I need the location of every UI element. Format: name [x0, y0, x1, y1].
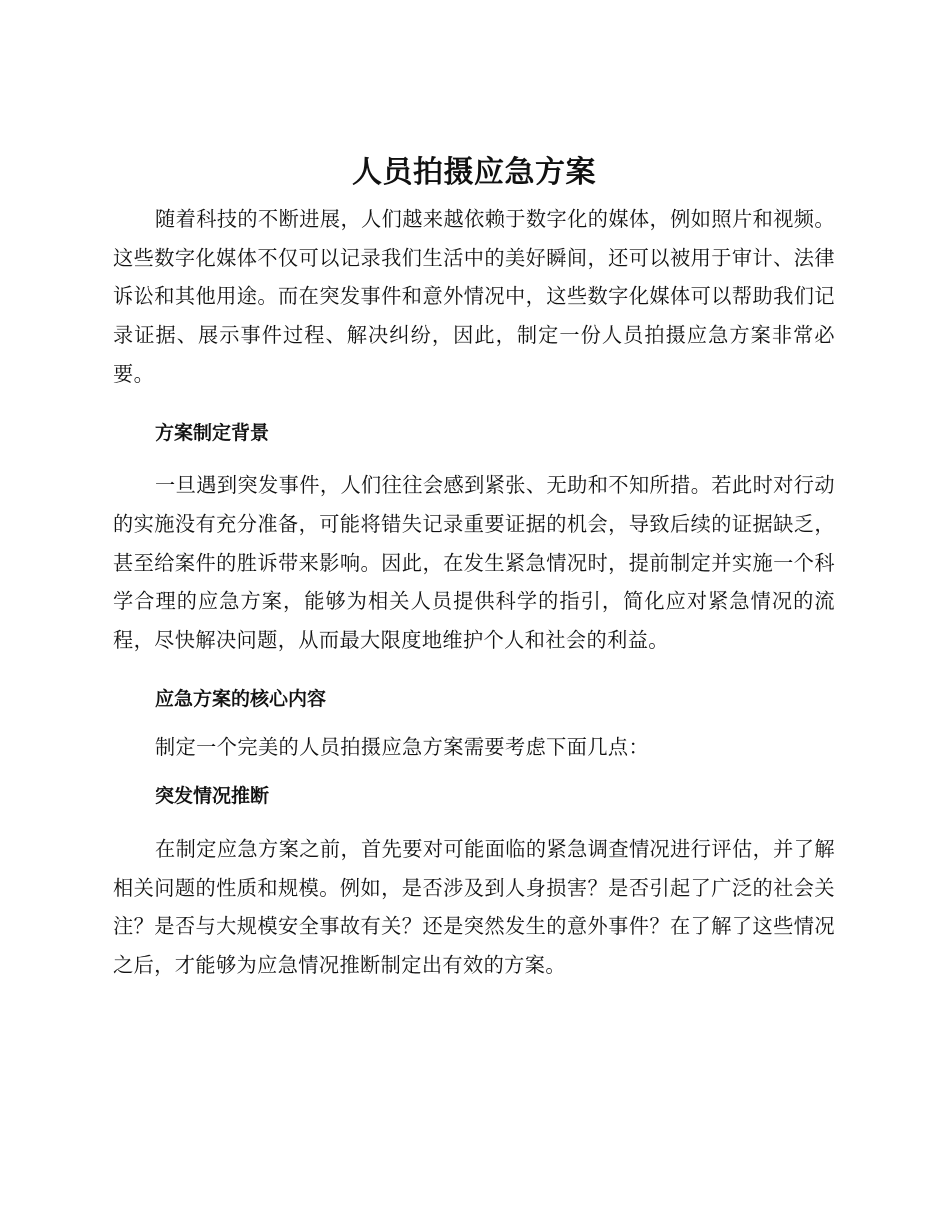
document-body — [113, 148, 835, 985]
spacer — [113, 452, 835, 466]
intro-paragraph: 随着科技的不断进展，人们越来越依赖于数字化的媒体，例如照片和视频。这些数字化媒体不仅可以记录我们生活中的美好瞬间，还可以被用于审计、法律诉讼和其他用途。而在突发事件和意外情况中，这些数字化媒体可以帮助我们记录证据、展示事件过程、解决纠纷，因此，制定一份人员拍摄应急方案非常必要。 — [113, 207, 835, 386]
section-heading-situation-assessment: 突发情况推断 — [155, 785, 270, 808]
spacer — [113, 718, 835, 728]
section-paragraph-situation-assessment: 在制定应急方案之前，首先要对可能面临的紧急调查情况进行评估，并了解相关问题的性质和规模。例如，是否涉及到人身损害？是否引起了广泛的社会关注？是否与大规模安全事故有关？还是突然发生的意外事件？在了解了这些情况之后，才能够为应急情况推断制定出有效的方案。 — [113, 836, 835, 977]
spacer — [113, 767, 835, 777]
spacer — [113, 394, 835, 414]
section-heading-core-content: 应急方案的核心内容 — [155, 687, 327, 710]
section-paragraph-background: 一旦遇到突发事件，人们往往会感到紧张、无助和不知所措。若此时对行动的实施没有充分准备，可能将错失记录重要证据的机会，导致后续的证据缺乏，甚至给案件的胜诉带来影响。因此，在发生紧急情况时，提前制定并实施一个科学合理的应急方案，能够为相关人员提供科学的指引，简化应对紧急情况的流程，尽快解决问题，从而最大限度地维护个人和社会的利益。 — [113, 473, 835, 653]
spacer — [113, 660, 835, 680]
document-title: 人员拍摄应急方案 — [352, 155, 596, 190]
section-heading-background: 方案制定背景 — [155, 421, 270, 444]
section-paragraph-core-content: 制定一个完美的人员拍摄应急方案需要考虑下面几点： — [155, 735, 650, 760]
spacer — [113, 816, 835, 830]
